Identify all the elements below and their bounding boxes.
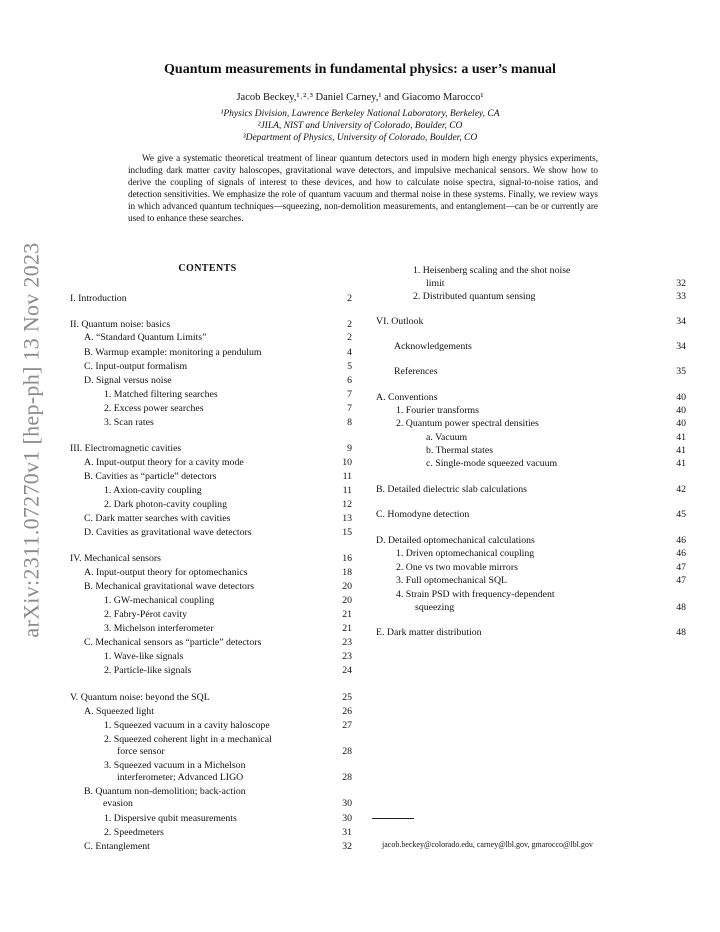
toc-entry [70, 581, 352, 593]
toc-entry-title: A. “Standard Quantum Limits” [84, 332, 207, 343]
toc-entry [376, 316, 686, 328]
toc-entry [70, 375, 352, 387]
toc-entry [376, 484, 686, 496]
toc-entry-page: 21 [342, 623, 352, 634]
toc-entry [376, 602, 686, 614]
toc-entry-page: 11 [342, 485, 352, 496]
toc-entry [70, 513, 352, 525]
toc-entry-title: A. Input-output theory for a cavity mode [84, 457, 244, 468]
toc-entry [70, 813, 352, 825]
toc-entry [376, 366, 686, 378]
toc-entry [70, 499, 352, 511]
toc-entry-title: A. Squeezed light [84, 706, 154, 717]
toc-entry [376, 548, 686, 560]
toc-entry [376, 341, 686, 353]
toc-entry-page: 34 [676, 341, 686, 352]
toc-entry-title: II. Quantum noise: basics [70, 319, 171, 330]
toc-entry-title: B. Warmup example: monitoring a pendulum [84, 347, 262, 358]
toc-entry-title: A. Conventions [376, 392, 438, 403]
toc-entry [70, 746, 352, 758]
toc-entry-title: 1. Wave-like signals [104, 651, 184, 662]
toc-entry-page: 26 [342, 706, 352, 717]
footnote-rule [372, 818, 414, 819]
toc-entry [70, 827, 352, 839]
toc-entry [70, 553, 352, 565]
toc-entry [70, 665, 352, 677]
toc-entry-page: 48 [676, 602, 686, 613]
toc-entry [70, 786, 352, 798]
toc-entry [70, 567, 352, 579]
toc-entry [70, 692, 352, 704]
toc-entry [70, 734, 352, 746]
toc-entry-title: 1. Squeezed vacuum in a cavity haloscope [104, 720, 270, 731]
toc-entry-title: 4. Strain PSD with frequency-dependent [396, 589, 555, 600]
toc-entry-page: 13 [342, 513, 352, 524]
toc-entry-title: C. Mechanical sensors as “particle” detectors [84, 637, 262, 648]
toc-entry-page: 2 [347, 319, 352, 330]
toc-entry-page: 41 [676, 458, 686, 469]
toc-entry-page: 8 [347, 417, 352, 428]
toc-entry-page: 4 [347, 347, 352, 358]
toc-entry-page: 28 [342, 746, 352, 757]
toc-entry-title: 3. Michelson interferometer [104, 623, 214, 634]
toc-entry-page: 41 [676, 445, 686, 456]
toc-entry-title: c. Single-mode squeezed vacuum [426, 458, 558, 469]
toc-entry-page: 2 [347, 293, 352, 304]
toc-entry-title: E. Dark matter distribution [376, 627, 482, 638]
toc-entry-page: 20 [342, 595, 352, 606]
affiliation-1: ¹Physics Division, Lawrence Berkeley National Laboratory, Berkeley, CA [220, 109, 500, 119]
toc-entry [376, 265, 686, 277]
toc-entry-page: 34 [676, 316, 686, 327]
toc-entry [376, 575, 686, 587]
toc-entry-page: 15 [342, 527, 352, 538]
toc-entry-title: 1. Matched filtering searches [104, 389, 218, 400]
toc-entry [70, 417, 352, 429]
author-list: Jacob Beckey,¹˒²˒³ Daniel Carney,¹ and Giacomo Marocco¹ [236, 92, 484, 103]
toc-entry-page: 28 [342, 772, 352, 783]
toc-entry-page: 42 [676, 484, 686, 495]
arxiv-identifier: arXiv:2311.07270v1 [hep-ph] 13 Nov 2023 [19, 242, 44, 638]
toc-entry [376, 562, 686, 574]
toc-entry-page: 5 [347, 361, 352, 372]
toc-entry-title: C. Entanglement [84, 841, 150, 852]
toc-entry-title: D. Signal versus noise [84, 375, 172, 386]
footnote-emails: jacob.beckey@colorado.edu, carney@lbl.gov, gmarocco@lbl.gov [382, 840, 593, 849]
toc-entry-title: B. Quantum non-demolition; back-action [84, 786, 246, 797]
toc-entry-page: 18 [342, 567, 352, 578]
toc-entry-page: 31 [342, 827, 352, 838]
toc-entry-title: b. Thermal states [426, 445, 494, 456]
toc-entry-page: 41 [676, 432, 686, 443]
toc-entry-title: 2. One vs two movable mirrors [396, 562, 518, 573]
toc-entry-page: 47 [676, 562, 686, 573]
toc-entry [70, 637, 352, 649]
toc-entry [70, 527, 352, 539]
toc-entry [70, 772, 352, 784]
toc-entry [70, 706, 352, 718]
toc-entry [70, 389, 352, 401]
toc-entry-page: 48 [676, 627, 686, 638]
toc-entry [376, 445, 686, 457]
toc-entry-title: III. Electromagnetic cavities [70, 443, 182, 454]
toc-entry-page: 46 [676, 535, 686, 546]
toc-entry [70, 798, 352, 810]
toc-entry-page: 16 [342, 553, 352, 564]
toc-entry-title: B. Detailed dielectric slab calculations [376, 484, 527, 495]
toc-entry-page: 27 [342, 720, 352, 731]
toc-entry-page: 40 [676, 405, 686, 416]
toc-entry-page: 32 [676, 278, 686, 289]
toc-entry-title: B. Cavities as “particle” detectors [84, 471, 217, 482]
toc-entry-page: 10 [342, 457, 352, 468]
toc-entry-title: 1. Axion-cavity coupling [104, 485, 202, 496]
toc-entry-title: 2. Squeezed coherent light in a mechanical [104, 734, 272, 745]
toc-entry-title: 1. Dispersive qubit measurements [104, 813, 237, 824]
toc-entry [70, 293, 352, 305]
toc-entry-title: 2. Particle-like signals [104, 665, 192, 676]
toc-entry-title: B. Mechanical gravitational wave detectors [84, 581, 255, 592]
toc-entry-title: 3. Squeezed vacuum in a Michelson [104, 760, 246, 771]
toc-entry-title: 1. GW-mechanical coupling [104, 595, 215, 606]
toc-entry-title: References [394, 366, 438, 377]
toc-entry-page: 30 [342, 798, 352, 809]
toc-entry-title: 2. Speedmeters [104, 827, 164, 838]
toc-entry-title: C. Homodyne detection [376, 509, 470, 520]
toc-entry-title: 1. Fourier transforms [396, 405, 479, 416]
toc-entry-page: 32 [342, 841, 352, 852]
toc-entry-page: 7 [347, 403, 352, 414]
toc-entry [376, 278, 686, 290]
toc-entry [70, 443, 352, 455]
toc-entry-title: C. Dark matter searches with cavities [84, 513, 231, 524]
toc-entry [70, 403, 352, 415]
toc-entry [70, 361, 352, 373]
paper-title: Quantum measurements in fundamental physics: a user’s manual [164, 62, 556, 77]
toc-entry [376, 589, 686, 601]
toc-entry-title: I. Introduction [70, 293, 127, 304]
toc-entry-title: squeezing [415, 602, 455, 613]
toc-entry-title: limit [426, 278, 445, 289]
toc-entry-page: 35 [676, 366, 686, 377]
toc-entry [70, 332, 352, 344]
toc-entry-title: a. Vacuum [426, 432, 468, 443]
toc-entry-title: C. Input-output formalism [84, 361, 188, 372]
toc-entry-title: 1. Driven optomechanical coupling [396, 548, 535, 559]
toc-entry [70, 760, 352, 772]
toc-entry-title: 2. Excess power searches [104, 403, 204, 414]
toc-entry-title: A. Input-output theory for optomechanics [84, 567, 248, 578]
toc-entry [70, 609, 352, 621]
toc-entry [70, 347, 352, 359]
toc-entry [70, 720, 352, 732]
toc-entry [376, 392, 686, 404]
toc-entry-title: D. Detailed optomechanical calculations [376, 535, 535, 546]
toc-entry [376, 535, 686, 547]
toc-entry [376, 291, 686, 303]
toc-entry-page: 11 [342, 471, 352, 482]
toc-entry-page: 23 [342, 651, 352, 662]
toc-entry [376, 627, 686, 639]
toc-entry [70, 651, 352, 663]
toc-entry [70, 623, 352, 635]
toc-entry-title: IV. Mechanical sensors [70, 553, 161, 564]
toc-entry-page: 30 [342, 813, 352, 824]
toc-entry [70, 485, 352, 497]
toc-entry-page: 7 [347, 389, 352, 400]
toc-entry-title: D. Cavities as gravitational wave detectors [84, 527, 252, 538]
toc-entry [376, 405, 686, 417]
toc-entry [70, 595, 352, 607]
toc-entry [376, 458, 686, 470]
toc-entry-page: 47 [676, 575, 686, 586]
toc-entry-title: interferometer; Advanced LIGO [117, 772, 244, 783]
toc-entry-page: 2 [347, 332, 352, 343]
toc-entry-page: 24 [342, 665, 352, 676]
toc-entry-title: Acknowledgements [394, 341, 472, 352]
toc-entry-page: 40 [676, 418, 686, 429]
toc-entry-page: 20 [342, 581, 352, 592]
toc-entry-page: 25 [342, 692, 352, 703]
affiliation-3: ³Department of Physics, University of Colorado, Boulder, CO [242, 133, 478, 143]
toc-entry-title: 2. Distributed quantum sensing [413, 291, 536, 302]
toc-entry-title: 3. Full optomechanical SQL [396, 575, 508, 586]
toc-entry-page: 46 [676, 548, 686, 559]
toc-entry-title: 2. Fabry-Pérot cavity [104, 609, 187, 620]
toc-entry [376, 432, 686, 444]
toc-entry-title: 2. Quantum power spectral densities [396, 418, 539, 429]
toc-entry-title: V. Quantum noise: beyond the SQL [70, 692, 210, 703]
abstract: We give a systematic theoretical treatment of linear quantum detectors used in modern high energy physics experiments, including dark matter cavity haloscopes, gravitational wave detectors, and impulsive mechanical sensors. We show how to derive the coupling of signals of interest to these devices, and how to calculate noise spectra, signal-to-noise ratios, and detection sensitivities. We emphasize the role of quantum vacuum and thermal noise in these systems. Finally, we review ways in which advanced quantum techniques—squeezing, non-demolition measurements, and entanglement—can be or currently are used to enhance these searches. [128, 153, 598, 223]
affiliation-2: ²JILA, NIST and University of Colorado, Boulder, CO [257, 121, 463, 131]
toc-entry [70, 457, 352, 469]
toc-entry-page: 21 [342, 609, 352, 620]
toc-entry-page: 33 [676, 291, 686, 302]
toc-entry [376, 418, 686, 430]
toc-entry [70, 841, 352, 853]
contents-heading: CONTENTS [178, 263, 237, 274]
toc-entry [376, 509, 686, 521]
arxiv-sidebar-stamp [12, 240, 52, 640]
toc-entry-page: 12 [342, 499, 352, 510]
toc-entry-page: 45 [676, 509, 686, 520]
toc-entry-page: 9 [347, 443, 352, 454]
toc-entry-title: evasion [103, 798, 133, 809]
toc-entry-page: 23 [342, 637, 352, 648]
toc-entry-title: force sensor [117, 746, 165, 757]
toc-entry [70, 319, 352, 331]
toc-entry-title: VI. Outlook [376, 316, 424, 327]
toc-entry-title: 3. Scan rates [104, 417, 154, 428]
toc-entry-title: 2. Dark photon-cavity coupling [104, 499, 227, 510]
toc-entry-page: 40 [676, 392, 686, 403]
toc-entry-page: 6 [347, 375, 352, 386]
toc-entry-title: 1. Heisenberg scaling and the shot noise [413, 265, 571, 276]
toc-entry [70, 471, 352, 483]
